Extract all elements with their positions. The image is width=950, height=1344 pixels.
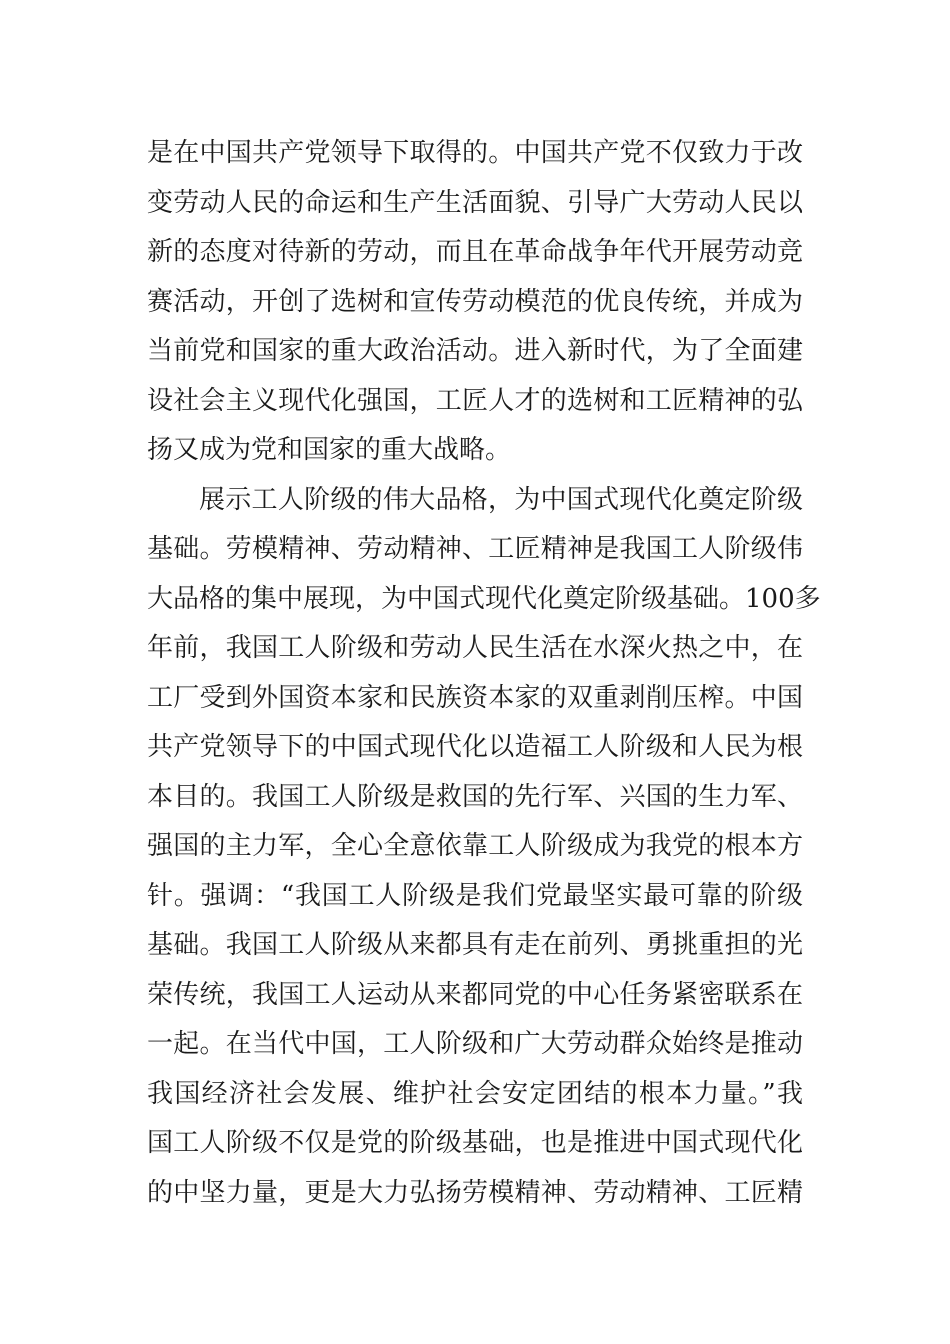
paragraph-1-line-1: 是在中国共产党领导下取得的。中国共产党不仅致力于改 [147, 138, 803, 168]
paragraph-2-line-4: 年前，我国工人阶级和劳动人民生活在水深火热之中，在 [147, 633, 803, 663]
paragraph-2-line-9: 针。强调：“我国工人阶级是我们党最坚实最可靠的阶级 [147, 880, 803, 911]
paragraph-1-line-7: 扬又成为党和国家的重大战略。 [147, 435, 512, 465]
paragraph-2-line-3: 大品格的集中展现，为中国式现代化奠定阶级基础。100多 [147, 583, 821, 614]
paragraph-1-line-6: 设社会主义现代化强国，工匠人才的选树和工匠精神的弘 [147, 385, 803, 416]
paragraph-2-line-11: 荣传统，我国工人运动从来都同党的中心任务紧密联系在 [147, 979, 803, 1010]
paragraph-2-line-10: 基础。我国工人阶级从来都具有走在前列、勇挑重担的光 [147, 930, 803, 960]
paragraph-2-line-8: 强国的主力军，全心全意依靠工人阶级成为我党的根本方 [147, 831, 803, 861]
paragraph-2-line-5: 工厂受到外国资本家和民族资本家的双重剥削压榨。中国 [147, 682, 803, 713]
body-text [147, 129, 821, 1218]
paragraph-2-line-1: 展示工人阶级的伟大品格，为中国式现代化奠定阶级 [199, 484, 803, 515]
paragraph-1-line-3: 新的态度对待新的劳动，而且在革命战争年代开展劳动竞 [147, 237, 803, 267]
paragraph-2-line-14: 国工人阶级不仅是党的阶级基础，也是推进中国式现代化 [147, 1128, 803, 1158]
paragraph-1-line-4: 赛活动，开创了选树和宣传劳动模范的优良传统，并成为 [147, 286, 803, 317]
paragraph-2-line-13: 我国经济社会发展、维护社会安定团结的根本力量。”我 [147, 1078, 803, 1109]
paragraph-2-line-12: 一起。在当代中国，工人阶级和广大劳动群众始终是推动 [147, 1029, 803, 1059]
paragraph-2-line-15: 的中坚力量，更是大力弘扬劳模精神、劳动精神、工匠精 [147, 1177, 803, 1208]
paragraph-2-line-2: 基础。劳模精神、劳动精神、工匠精神是我国工人阶级伟 [147, 534, 803, 564]
paragraph-2-line-6: 共产党领导下的中国式现代化以造福工人阶级和人民为根 [147, 732, 803, 762]
paragraph-2-line-7: 本目的。我国工人阶级是救国的先行军、兴国的生力军、 [147, 781, 803, 812]
paragraph-1-line-5: 当前党和国家的重大政治活动。进入新时代，为了全面建 [147, 336, 803, 366]
paragraph-1-line-2: 变劳动人民的命运和生产生活面貌、引导广大劳动人民以 [147, 187, 803, 218]
